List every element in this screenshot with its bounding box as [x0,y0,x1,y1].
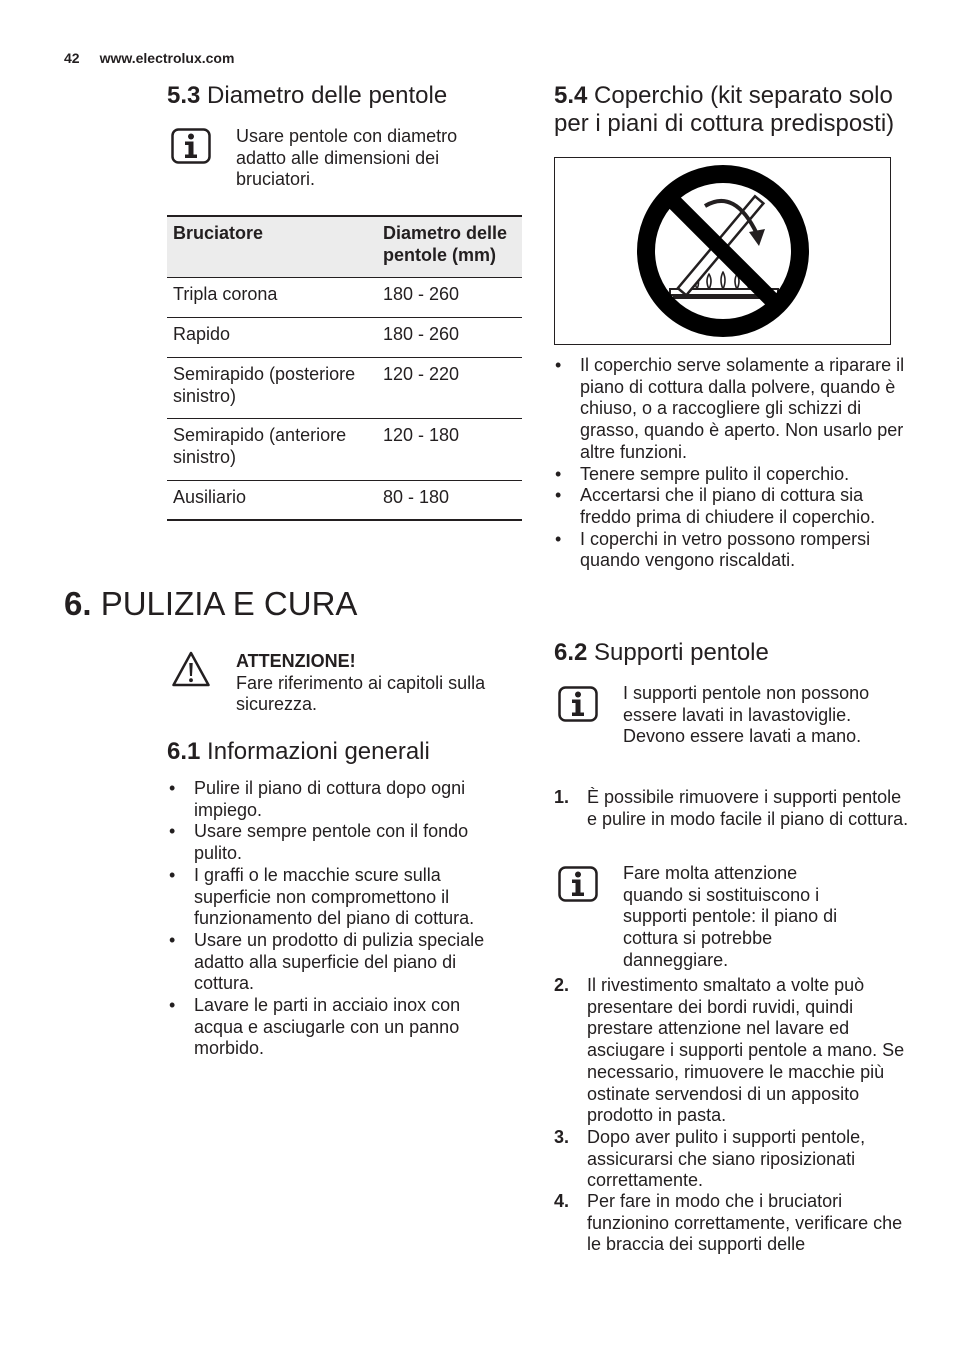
warning-block [236,651,496,716]
table-cell: 120 - 220 [377,357,522,418]
list-item: • I coperchi in vetro possono rompersi quando vengono riscaldati. [554,529,914,572]
list-item: • Usare sempre pentole con il fondo pulito. [168,821,508,864]
table-header-diameter: Diametro delle pentole (mm) [377,216,522,278]
list-item: • Tenere sempre pulito il coperchio. [554,464,914,486]
warning-icon [171,650,211,688]
table-row [167,318,522,358]
section-5-3-heading [167,82,527,110]
section-title: Supporti pentole [594,639,769,666]
table-cell: Tripla corona [167,278,377,318]
table-row [167,357,522,418]
chapter-number: 6. [64,585,92,622]
page-number: 42 [64,50,80,66]
table-header-row [167,216,522,278]
section-title: Informazioni generali [207,738,430,765]
step-item [554,1191,914,1257]
info-icon [171,128,211,164]
table-row [167,480,522,520]
list-item: • Lavare le parti in acciaio inox con acqua e asciugarle con un panno morbido. [168,995,508,1060]
step-number: 3. [554,1127,570,1147]
step-item [554,1127,914,1193]
section-number: 6.2 [554,639,588,666]
general-info-list [168,778,508,1060]
section-number: 6.1 [167,738,201,765]
website-link[interactable]: www.electrolux.com [99,50,235,66]
lid-info-list [554,355,914,572]
info-icon [558,866,598,902]
pan-diameter-table [167,215,522,521]
section-6-1-heading [167,738,527,766]
step-text: È possibile rimuovere i supporti pentole e pulire in modo facile il piano di cottura. [587,787,909,829]
warning-text: Fare riferimento ai capitoli sulla sicurezza. [236,672,486,715]
section-number: 5.4 [554,82,588,109]
info-note-5-3: Usare pentole con diametro adatto alle dimensioni dei bruciatori. [236,126,458,190]
no-lid-on-burner-icon [555,158,890,344]
section-title: Coperchio (kit separato solo per i piani di cottura predisposti) [554,82,895,137]
step-text: Dopo aver pulito i supporti pentole, assicurarsi che siano riposizionati correttamente. [587,1127,866,1191]
table-cell: 120 - 180 [377,419,522,480]
table-cell: 80 - 180 [377,480,522,520]
list-item: • Pulire il piano di cottura dopo ogni impiego. [168,778,508,821]
info-note-6-2-b: Fare molta attenzione quando si sostituiscono i supporti pentole: il piano di cottura si potrebbe danneggiare. [623,863,838,970]
info-icon [558,686,598,722]
table-row [167,419,522,480]
table-cell: Ausiliario [167,480,377,520]
step-item [554,975,914,1127]
section-5-4-heading [554,82,924,138]
chapter-title: PULIZIA E CURA [100,585,358,622]
table-header-burner: Bruciatore [167,216,377,278]
list-item: • I graffi o le macchie scure sulla superficie non compromettono il funzionamento del piano di cottura. [168,865,508,930]
list-item: • Usare un prodotto di pulizia speciale adatto alla superficie del piano di cottura. [168,930,508,995]
section-number: 5.3 [167,82,201,109]
table-cell: Semirapido (posteriore sinistro) [167,357,377,418]
step-text: Per fare in modo che i bruciatori funzionino correttamente, verificare che le braccia dei supporti delle [587,1191,903,1255]
table-cell: 180 - 260 [377,278,522,318]
list-item: • Accertarsi che il piano di cottura sia freddo prima di chiudere il coperchio. [554,485,914,528]
page-header [64,50,234,66]
step-number: 4. [554,1191,570,1211]
section-title: Diametro delle pentole [207,82,448,109]
step-item [554,787,914,853]
lid-illustration-frame [554,157,891,345]
step-text: Il rivestimento smaltato a volte può presentare dei bordi ruvidi, quindi prestare attenzione nel lavare ed asciugare i supporti pentole a mano. Se necessario, rimuovere le macchie più ostinate servendosi di un apposito prodotto in pasta. [587,975,905,1126]
table-cell: Semirapido (anteriore sinistro) [167,419,377,480]
step-number: 2. [554,975,570,995]
warning-title: ATTENZIONE! [236,651,356,671]
table-row [167,278,522,318]
step-number: 1. [554,787,570,807]
info-note-6-2-a: I supporti pentole non possono essere lavati in lavastoviglie. Devono essere lavati a mano. [623,683,870,747]
section-6-2-heading [554,639,924,667]
chapter-6-heading [64,585,357,623]
table-cell: Rapido [167,318,377,358]
table-cell: 180 - 260 [377,318,522,358]
list-item: • Il coperchio serve solamente a riparare il piano di cottura dalla polvere, quando è chiuso, o a raccogliere gli schizzi di grasso, quando è aperto. Non usarlo per altre funzioni. [554,355,914,464]
